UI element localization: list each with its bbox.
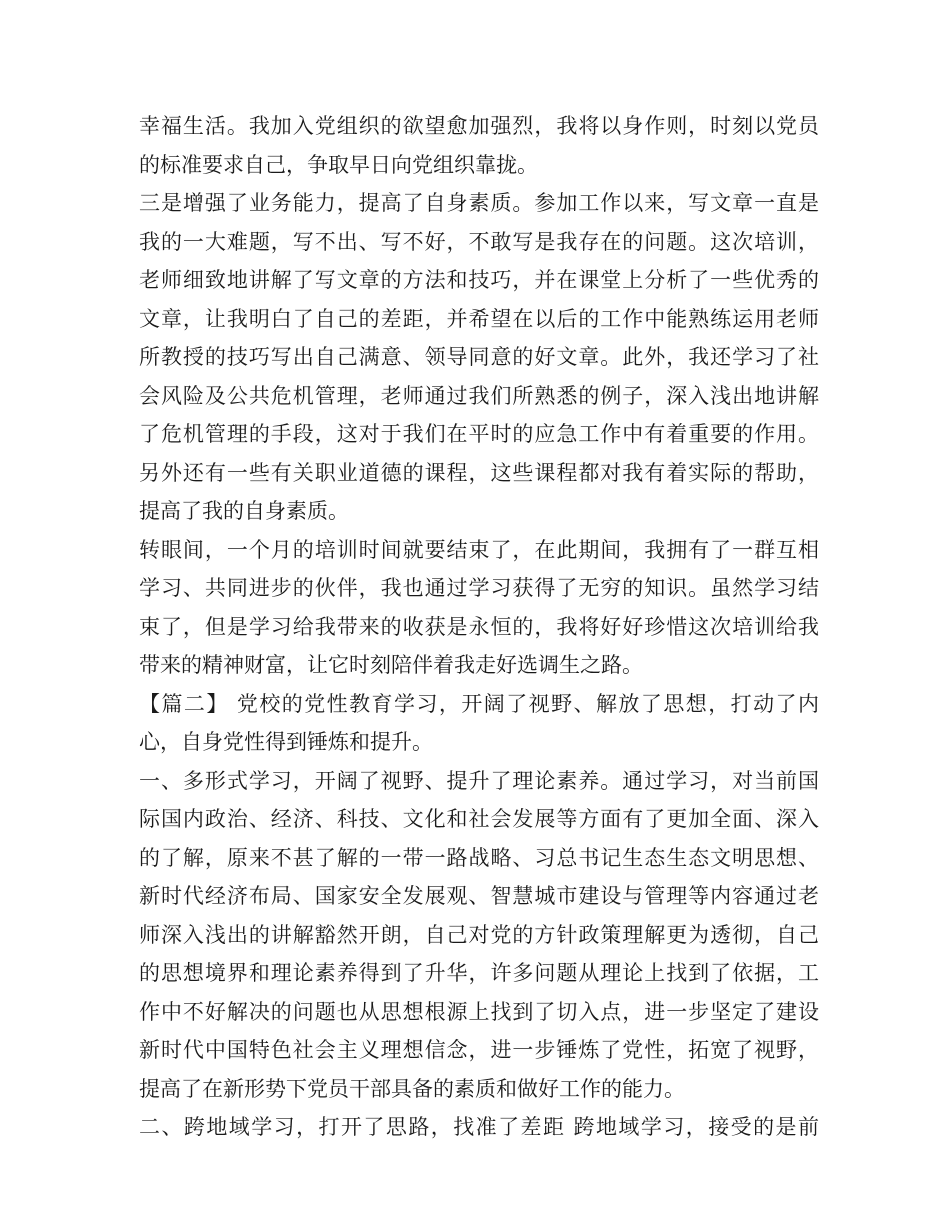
text-line: 的标准要求自己，争取早日向党组织靠拢。 — [139, 152, 538, 177]
text-line: 另外还有一些有关职业道德的课程，这些课程都对我有着实际的帮助， — [139, 460, 819, 485]
text-line: 所教授的技巧写出自己满意、领导同意的好文章。此外，我还学习了社 — [139, 345, 819, 369]
text-line: 的思想境界和理论素养得到了升华，许多问题从理论上找到了依据，工 — [139, 961, 819, 985]
text-line: 幸福生活。我加入党组织的欲望愈加强烈，我将以身作则，时刻以党员 — [139, 114, 819, 138]
text-line: 提高了在新形势下党员干部具备的素质和做好工作的能力。 — [139, 1076, 685, 1101]
text-line: 提高了我的自身素质。 — [139, 499, 349, 523]
text-line: 新时代经济布局、国家安全发展观、智慧城市建设与管理等内容通过老 — [139, 884, 819, 908]
text-line: 老师细致地讲解了写文章的方法和技巧，并在课堂上分析了一些优秀的 — [139, 268, 819, 292]
text-line: 际国内政治、经济、科技、文化和社会发展等方面有了更加全面、深入 — [139, 807, 819, 831]
text-line: 师深入浅出的讲解豁然开朗，自己对党的方针政策理解更为透彻，自己 — [139, 922, 819, 947]
text-line: 我的一大难题，写不出、写不好，不敢写是我存在的问题。这次培训， — [139, 229, 819, 254]
text-line: 文章，让我明白了自己的差距，并希望在以后的工作中能熟练运用老师 — [139, 306, 819, 331]
text-line: 了危机管理的手段，这对于我们在平时的应急工作中有着重要的作用。 — [139, 422, 819, 446]
text-line: 三是增强了业务能力，提高了自身素质。参加工作以来，写文章一直是 — [139, 191, 819, 215]
text-line: 新时代中国特色社会主义理想信念，进一步锤炼了党性，拓宽了视野， — [139, 1038, 819, 1062]
text-line: 心，自身党性得到锤炼和提升。 — [139, 730, 433, 754]
text-line: 【篇二】 党校的党性教育学习，开阔了视野、解放了思想，打动了内 — [139, 691, 819, 716]
text-line: 的了解，原来不甚了解的一带一路战略、习总书记生态生态文明思想、 — [139, 845, 819, 870]
text-line: 二、跨地域学习，打开了思路，找准了差距 跨地域学习，接受的是前 — [139, 1115, 819, 1139]
text-line: 会风险及公共危机管理，老师通过我们所熟悉的例子，深入浅出地讲解 — [139, 383, 819, 408]
text-line: 束了，但是学习给我带来的收获是永恒的，我将好好珍惜这次培训给我 — [139, 614, 819, 639]
text-line: 学习、共同进步的伙伴，我也通过学习获得了无穷的知识。虽然学习结 — [139, 576, 819, 600]
text-line: 作中不好解决的问题也从思想根源上找到了切入点，进一步坚定了建设 — [139, 999, 819, 1024]
text-line: 一、多形式学习，开阔了视野、提升了理论素养。通过学习，对当前国 — [139, 768, 819, 793]
text-line: 带来的精神财富，让它时刻陪伴着我走好选调生之路。 — [139, 653, 643, 677]
document-body — [139, 107, 819, 1147]
text-line: 转眼间，一个月的培训时间就要结束了，在此期间，我拥有了一群互相 — [139, 537, 819, 562]
